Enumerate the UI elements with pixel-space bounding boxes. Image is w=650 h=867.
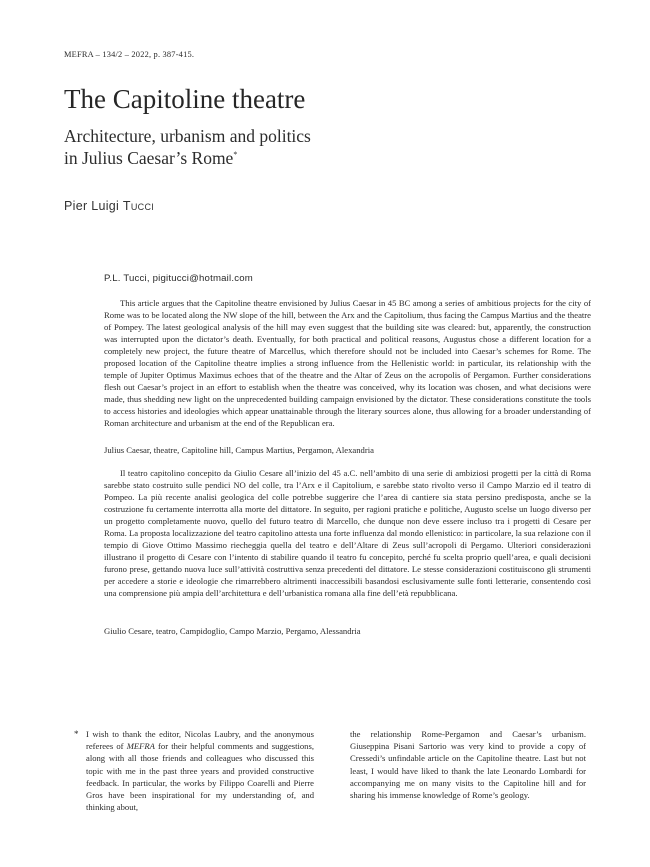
article-title: The Capitoline theatre: [64, 84, 306, 114]
footnote-column-left: [86, 728, 314, 813]
subtitle-line-2: [64, 147, 584, 169]
author-contact[interactable]: P.L. Tucci, pigitucci@hotmail.com: [104, 273, 253, 284]
abstract-english: This article argues that the Capitoline theatre envisioned by Julius Caesar in 45 BC among a series of ambitious projects for the city of Rome was to be located along the NW slope of the hill, between the Arx and the Capitolium, thus facing the Campus Martius and the theatre of Pompey. The latest geological analysis of the hill may even suggest that the building site was cleared: but, apparently, the construction was interrupted upon the dictator’s death. Eventually, for both practical and political reasons, Augustus chose a different location for a completely new project, the future theatre of Marcellus, which therefore should not be included into Caesar’s schemes for Rome. The proposed location of the Capitoline theatre implies a strong influence from the Hellenistic world: in particular, its relationship with the temple of Jupiter Optimus Maximus echoes that of the theatre and the Altar of Zeus on the acropolis of Pergamon. Further considerations flesh out Caesar’s project in an effort to establish when the theatre was conceived, why its location was chosen, and what decisions were made, thus shedding new light on the unprecedented building campaign envisioned by the dictator. These considerations constitute the tools to access histories and ideologies which appear unattainable through the literary sources alone, thus allowing for a broader understanding of Roman architecture and urbanism at the end of the Republican era.: [104, 298, 591, 429]
subtitle-line-2-text: in Julius Caesar’s Rome: [64, 148, 234, 168]
footnote-column-right: the relationship Rome-Pergamon and Caesar’s urbanism. Giuseppina Pisani Sartorio was very kind to provide a copy of Cressedi’s unfindable article on the Capitoline theatre. Last but not least, I would have liked to thank the late Leonardo Lombardi for accompanying me on many visits to the Capitoline hill and for sharing his immense knowledge of Rome’s geology.: [350, 729, 586, 801]
journal-citation: MEFRA – 134/2 – 2022, p. 387-415.: [64, 50, 195, 59]
footnote-left-part-b: for their helpful comments and suggestions, along with all those friends and colleagues who discussed this topic with me in the past three years and provided constructive feedback. In particular, the works by Filippo Coarelli and Pierre Gros have been inspirational for my understanding of, and thinking about,: [86, 741, 314, 813]
footnote-reference[interactable]: *: [233, 150, 238, 160]
keywords-italian: Giulio Cesare, teatro, Campidoglio, Campo Marzio, Pergamo, Alessandria: [104, 626, 361, 636]
subtitle-line-1: Architecture, urbanism and politics: [64, 126, 311, 146]
footnote-marker: *: [74, 729, 79, 739]
footnote-left-part-a: I wish to thank the editor, Nicolas Laubry, and the anonymous referees of: [86, 729, 314, 752]
footnote-journal-name: MEFRA: [126, 741, 155, 752]
abstract-italian: Il teatro capitolino concepito da Giulio Cesare all’inizio del 45 a.C. nell’ambito di una serie di ambiziosi progetti per la città di Roma sarebbe stato costruito sulle pendici NO del colle, tra l’Arx e il Capitolium, e sarebbe stato rivolto verso il Campo Marzio ed il teatro di Pompeo. La più recente analisi geologica del colle potrebbe suggerire che l’area di cantiere sia stata persino predisposta, anche se la costruzione fu certamente interrotta alla morte del dittatore. In seguito, per ragioni pratiche e politiche, Augusto scelse un luogo diverso per un progetto completamente nuovo, quello del futuro teatro di Marcello, che dunque non deve essere incluso tra i progetti di Cesare per Roma. La proposta localizzazione del teatro capitolino attesta una forte influenza dal mondo ellenistico: in particolare, la sua relazione con il tempio di Giove Ottimo Massimo riecheggia quella del teatro e dell’Altare di Zeus sull’acropoli di Pergamo. Ulteriori considerazioni illustrano il progetto di Cesare con l’intento di stabilire quando il teatro fu concepito, perché fu scelta proprio quell’area, e quali decisioni furono prese, gettando nuova luce sull’attività costruttiva senza precedenti del dittatore. Le stesse considerazioni costituiscono gli strumenti per accedere a storie e ideologie che rimarrebbero altrimenti inaccessibili basandosi esclusivamente sulle fonti letterarie, consentendo così una comprensione più ampia dell’architettura e dell’urbanistica romana alla fine dell’età repubblicana.: [104, 468, 591, 599]
author-given-name: Pier Luigi: [64, 199, 120, 213]
keywords-english: Julius Caesar, theatre, Capitoline hill, Campus Martius, Pergamon, Alexandria: [104, 445, 374, 455]
author-name: [64, 199, 154, 213]
author-family-name: Tucci: [122, 199, 155, 213]
article-subtitle: [64, 125, 584, 169]
